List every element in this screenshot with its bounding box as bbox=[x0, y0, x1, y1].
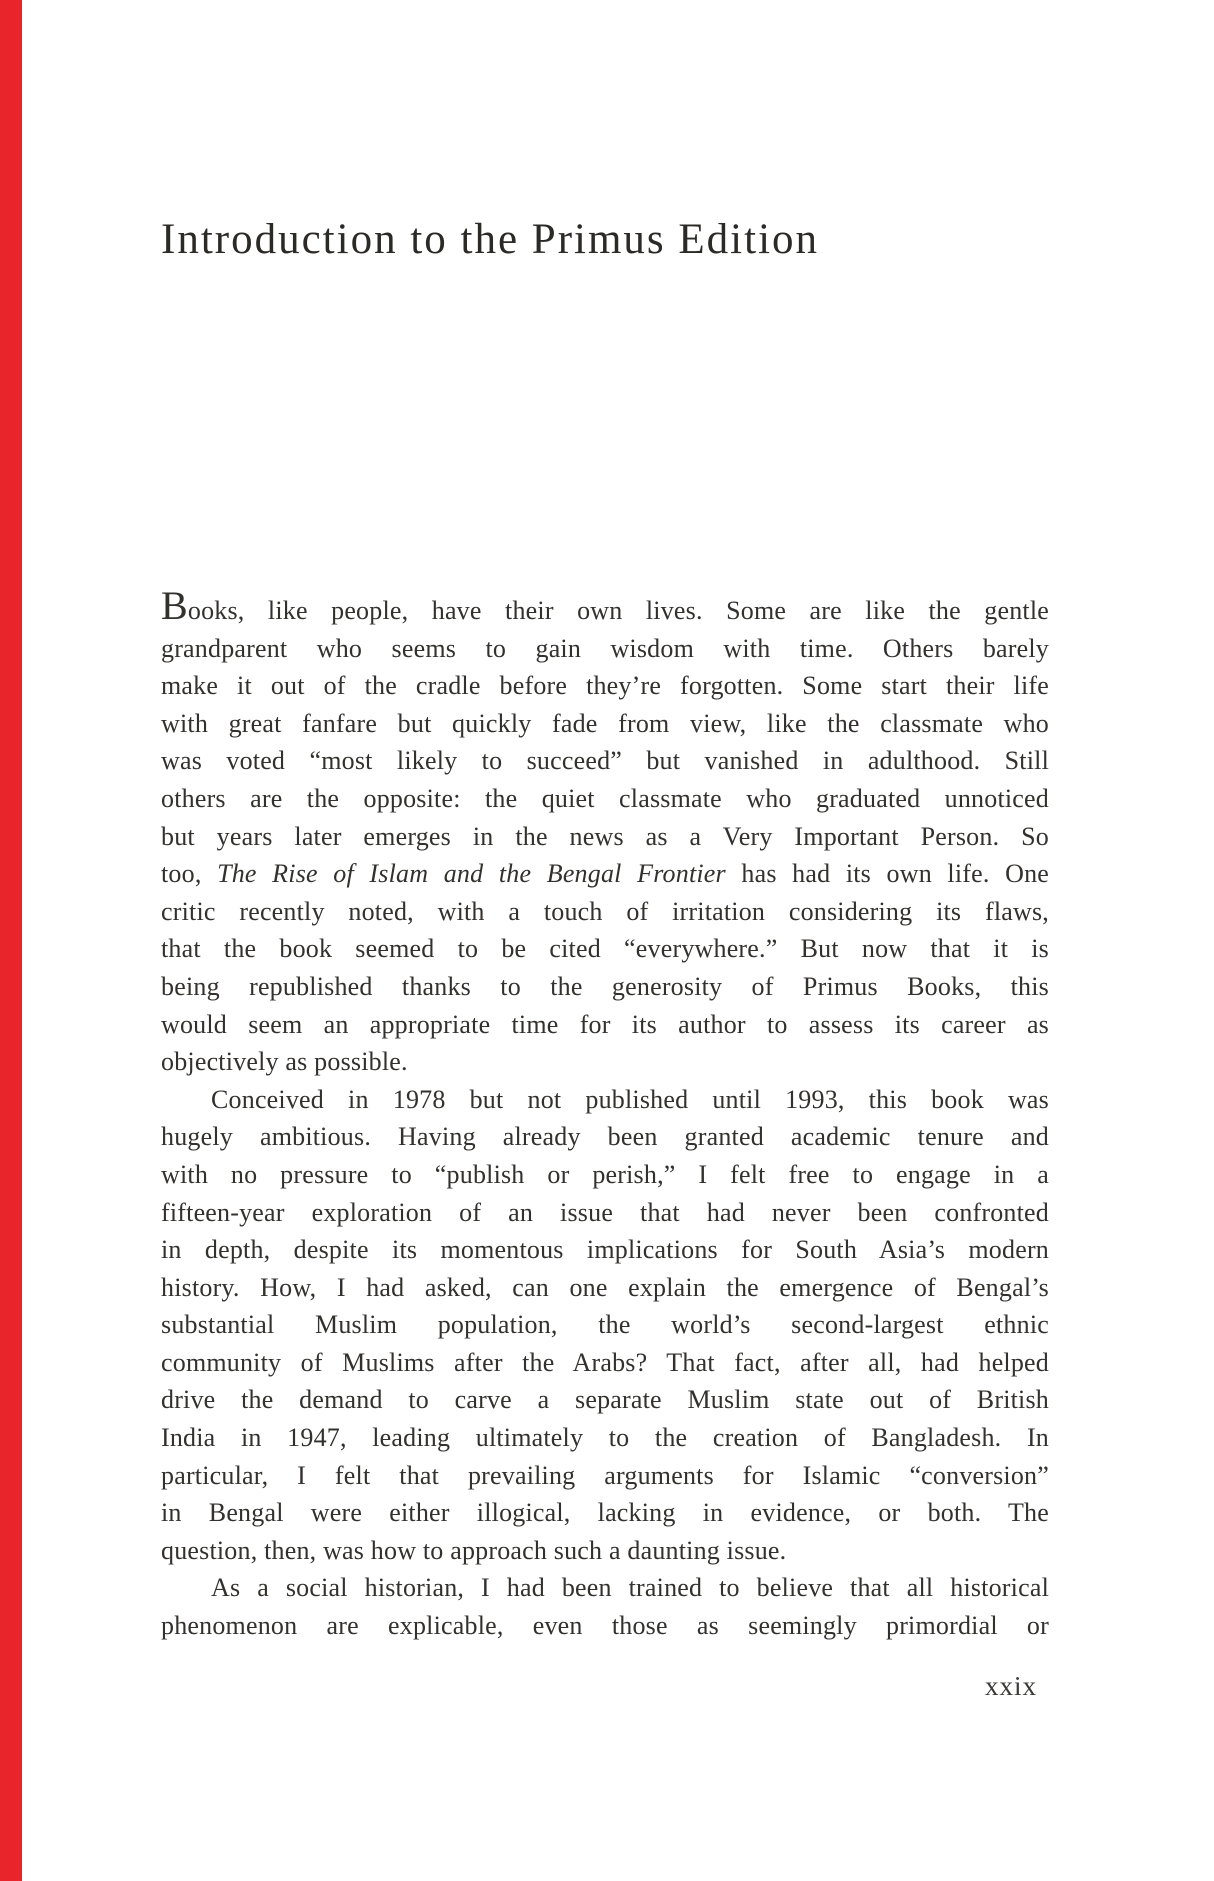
text-line: fifteen-year exploration of an issue that had never been confronted bbox=[161, 1197, 1049, 1227]
text-line: history. How, I had asked, can one explain the emergence of Bengal’s bbox=[161, 1272, 1049, 1302]
page-title: Introduction to the Primus Edition bbox=[161, 215, 820, 263]
text-line: others are the opposite: the quiet classmate who graduated unnoticed bbox=[161, 783, 1049, 813]
text-line: objectively as possible. bbox=[161, 1047, 408, 1077]
text-line: in depth, despite its momentous implications for South Asia’s modern bbox=[161, 1235, 1049, 1265]
text-line: Books, like people, have their own lives. Some are like the gentle bbox=[161, 583, 1049, 628]
text-line: that the book seemed to be cited “everywhere.” But now that it is bbox=[161, 934, 1049, 964]
text-line: too, The Rise of Islam and the Bengal Frontier has had its own life. One bbox=[161, 859, 1050, 889]
text-line: As a social historian, I had been trained to believe that all historical bbox=[211, 1573, 1049, 1603]
text-line: community of Muslims after the Arabs? That fact, after all, had helped bbox=[161, 1347, 1049, 1377]
text-line: with no pressure to “publish or perish,” I felt free to engage in a bbox=[161, 1159, 1049, 1189]
page-edge-strip bbox=[0, 0, 22, 1881]
text-line: India in 1947, leading ultimately to the creation of Bangladesh. In bbox=[161, 1423, 1049, 1453]
initial-capital: B bbox=[161, 583, 188, 628]
text-line: with great fanfare but quickly fade from view, like the classmate who bbox=[161, 708, 1049, 738]
page-number: xxix bbox=[984, 1671, 1037, 1701]
text-line: make it out of the cradle before they’re forgotten. Some start their life bbox=[161, 671, 1049, 701]
text-line: critic recently noted, with a touch of irritation considering its flaws, bbox=[161, 896, 1049, 926]
text-line: Conceived in 1978 but not published until 1993, this book was bbox=[211, 1084, 1049, 1114]
text-line: drive the demand to carve a separate Muslim state out of British bbox=[161, 1385, 1049, 1415]
text-line: in Bengal were either illogical, lacking in evidence, or both. The bbox=[161, 1498, 1049, 1528]
text-line: was voted “most likely to succeed” but vanished in adulthood. Still bbox=[161, 746, 1049, 776]
text-line: but years later emerges in the news as a Very Important Person. So bbox=[161, 821, 1049, 851]
body-text bbox=[161, 583, 1050, 1645]
text-line: phenomenon are explicable, even those as seemingly primordial or bbox=[161, 1611, 1049, 1641]
text-line: being republished thanks to the generosity of Primus Books, this bbox=[161, 971, 1049, 1001]
text-line: would seem an appropriate time for its author to assess its career as bbox=[161, 1009, 1049, 1039]
text-line: question, then, was how to approach such a daunting issue. bbox=[161, 1535, 787, 1565]
text-line: hugely ambitious. Having already been granted academic tenure and bbox=[161, 1122, 1049, 1152]
text-line: substantial Muslim population, the world’s second-largest ethnic bbox=[161, 1310, 1049, 1340]
text-line: particular, I felt that prevailing arguments for Islamic “conversion” bbox=[161, 1460, 1049, 1490]
text-line: grandparent who seems to gain wisdom with time. Others barely bbox=[161, 633, 1049, 663]
